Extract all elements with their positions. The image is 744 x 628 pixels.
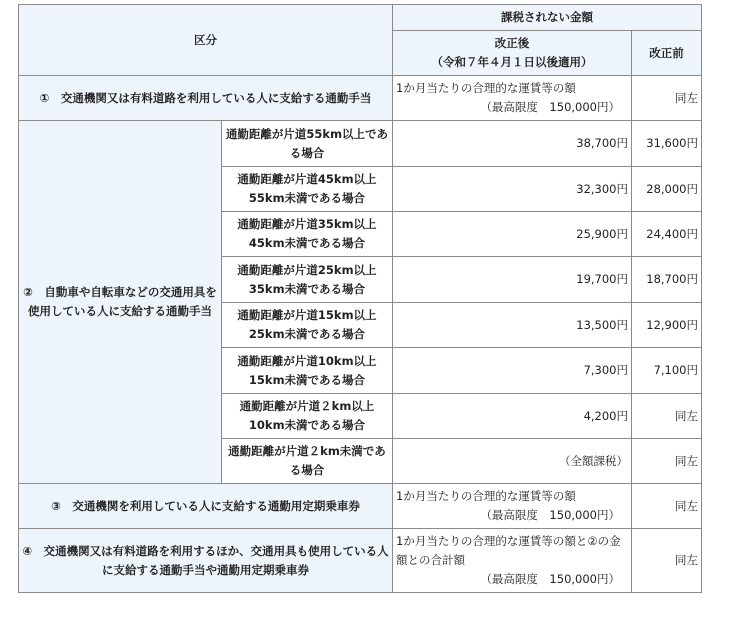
row2-sub4-label: 通勤距離が片道25km以上35km未満である場合 <box>222 257 393 303</box>
row4-after-limit: （最高限度 150,000円） <box>480 572 620 586</box>
row2-sub8-label: 通勤距離が片道２km未満である場合 <box>222 439 393 484</box>
row4-after <box>393 529 632 593</box>
row1-after-limit: （最高限度 150,000円） <box>480 100 620 114</box>
row2-sub1-label: 通勤距離が片道55km以上である場合 <box>222 121 393 167</box>
row3-after <box>393 484 632 529</box>
row2-sub3-before: 24,400円 <box>632 212 702 257</box>
row2-sub3-after: 25,900円 <box>393 212 632 257</box>
row2-sub4-after: 19,700円 <box>393 257 632 303</box>
row2-label: ② 自動車や自転車などの交通用具を使用している人に支給する通勤手当 <box>19 121 222 484</box>
row2-sub4-before: 18,700円 <box>632 257 702 303</box>
row4-label: ④ 交通機関又は有料道路を利用するほか、交通用具も使用している人に支給する通勤手当や通勤用定期乗車券 <box>19 529 393 593</box>
row2-sub7-label: 通勤距離が片道２km以上10km未満である場合 <box>222 394 393 439</box>
row4-after-text: 1か月当たりの合理的な運賃等の額と②の金額との合計額 <box>396 534 621 567</box>
row1-after-text: 1か月当たりの合理的な運賃等の額 <box>396 81 576 95</box>
row1-before: 同左 <box>632 76 702 121</box>
row2-sub8-after: （全額課税） <box>393 439 632 484</box>
commute-allowance-table <box>18 4 702 593</box>
header-before: 改正前 <box>632 31 702 76</box>
row2-sub5-after: 13,500円 <box>393 303 632 348</box>
row2-sub1-before: 31,600円 <box>632 121 702 167</box>
row2-sub7-before: 同左 <box>632 394 702 439</box>
row4-before: 同左 <box>632 529 702 593</box>
row2-sub6-before: 7,100円 <box>632 348 702 394</box>
row2-sub1-after: 38,700円 <box>393 121 632 167</box>
row2-sub7-after: 4,200円 <box>393 394 632 439</box>
row2-sub3-label: 通勤距離が片道35km以上45km未満である場合 <box>222 212 393 257</box>
row2-sub6-label: 通勤距離が片道10km以上15km未満である場合 <box>222 348 393 394</box>
row2-sub6-after: 7,300円 <box>393 348 632 394</box>
row3-label: ③ 交通機関を利用している人に支給する通勤用定期乗車券 <box>19 484 393 529</box>
row1-after <box>393 76 632 121</box>
row2-sub2-label: 通勤距離が片道45km以上55km未満である場合 <box>222 167 393 212</box>
row2-sub2-after: 32,300円 <box>393 167 632 212</box>
row3-before: 同左 <box>632 484 702 529</box>
header-after: 改正後 （令和７年４月１日以後適用） <box>393 31 632 76</box>
header-kubun: 区分 <box>19 5 393 76</box>
row1-label: ① 交通機関又は有料道路を利用している人に支給する通勤手当 <box>19 76 393 121</box>
header-taxfree: 課税されない金額 <box>393 5 702 31</box>
row2-sub2-before: 28,000円 <box>632 167 702 212</box>
row2-sub8-before: 同左 <box>632 439 702 484</box>
row2-sub5-before: 12,900円 <box>632 303 702 348</box>
row3-after-limit: （最高限度 150,000円） <box>480 508 620 522</box>
row2-sub5-label: 通勤距離が片道15km以上25km未満である場合 <box>222 303 393 348</box>
row3-after-text: 1か月当たりの合理的な運賃等の額 <box>396 489 576 503</box>
